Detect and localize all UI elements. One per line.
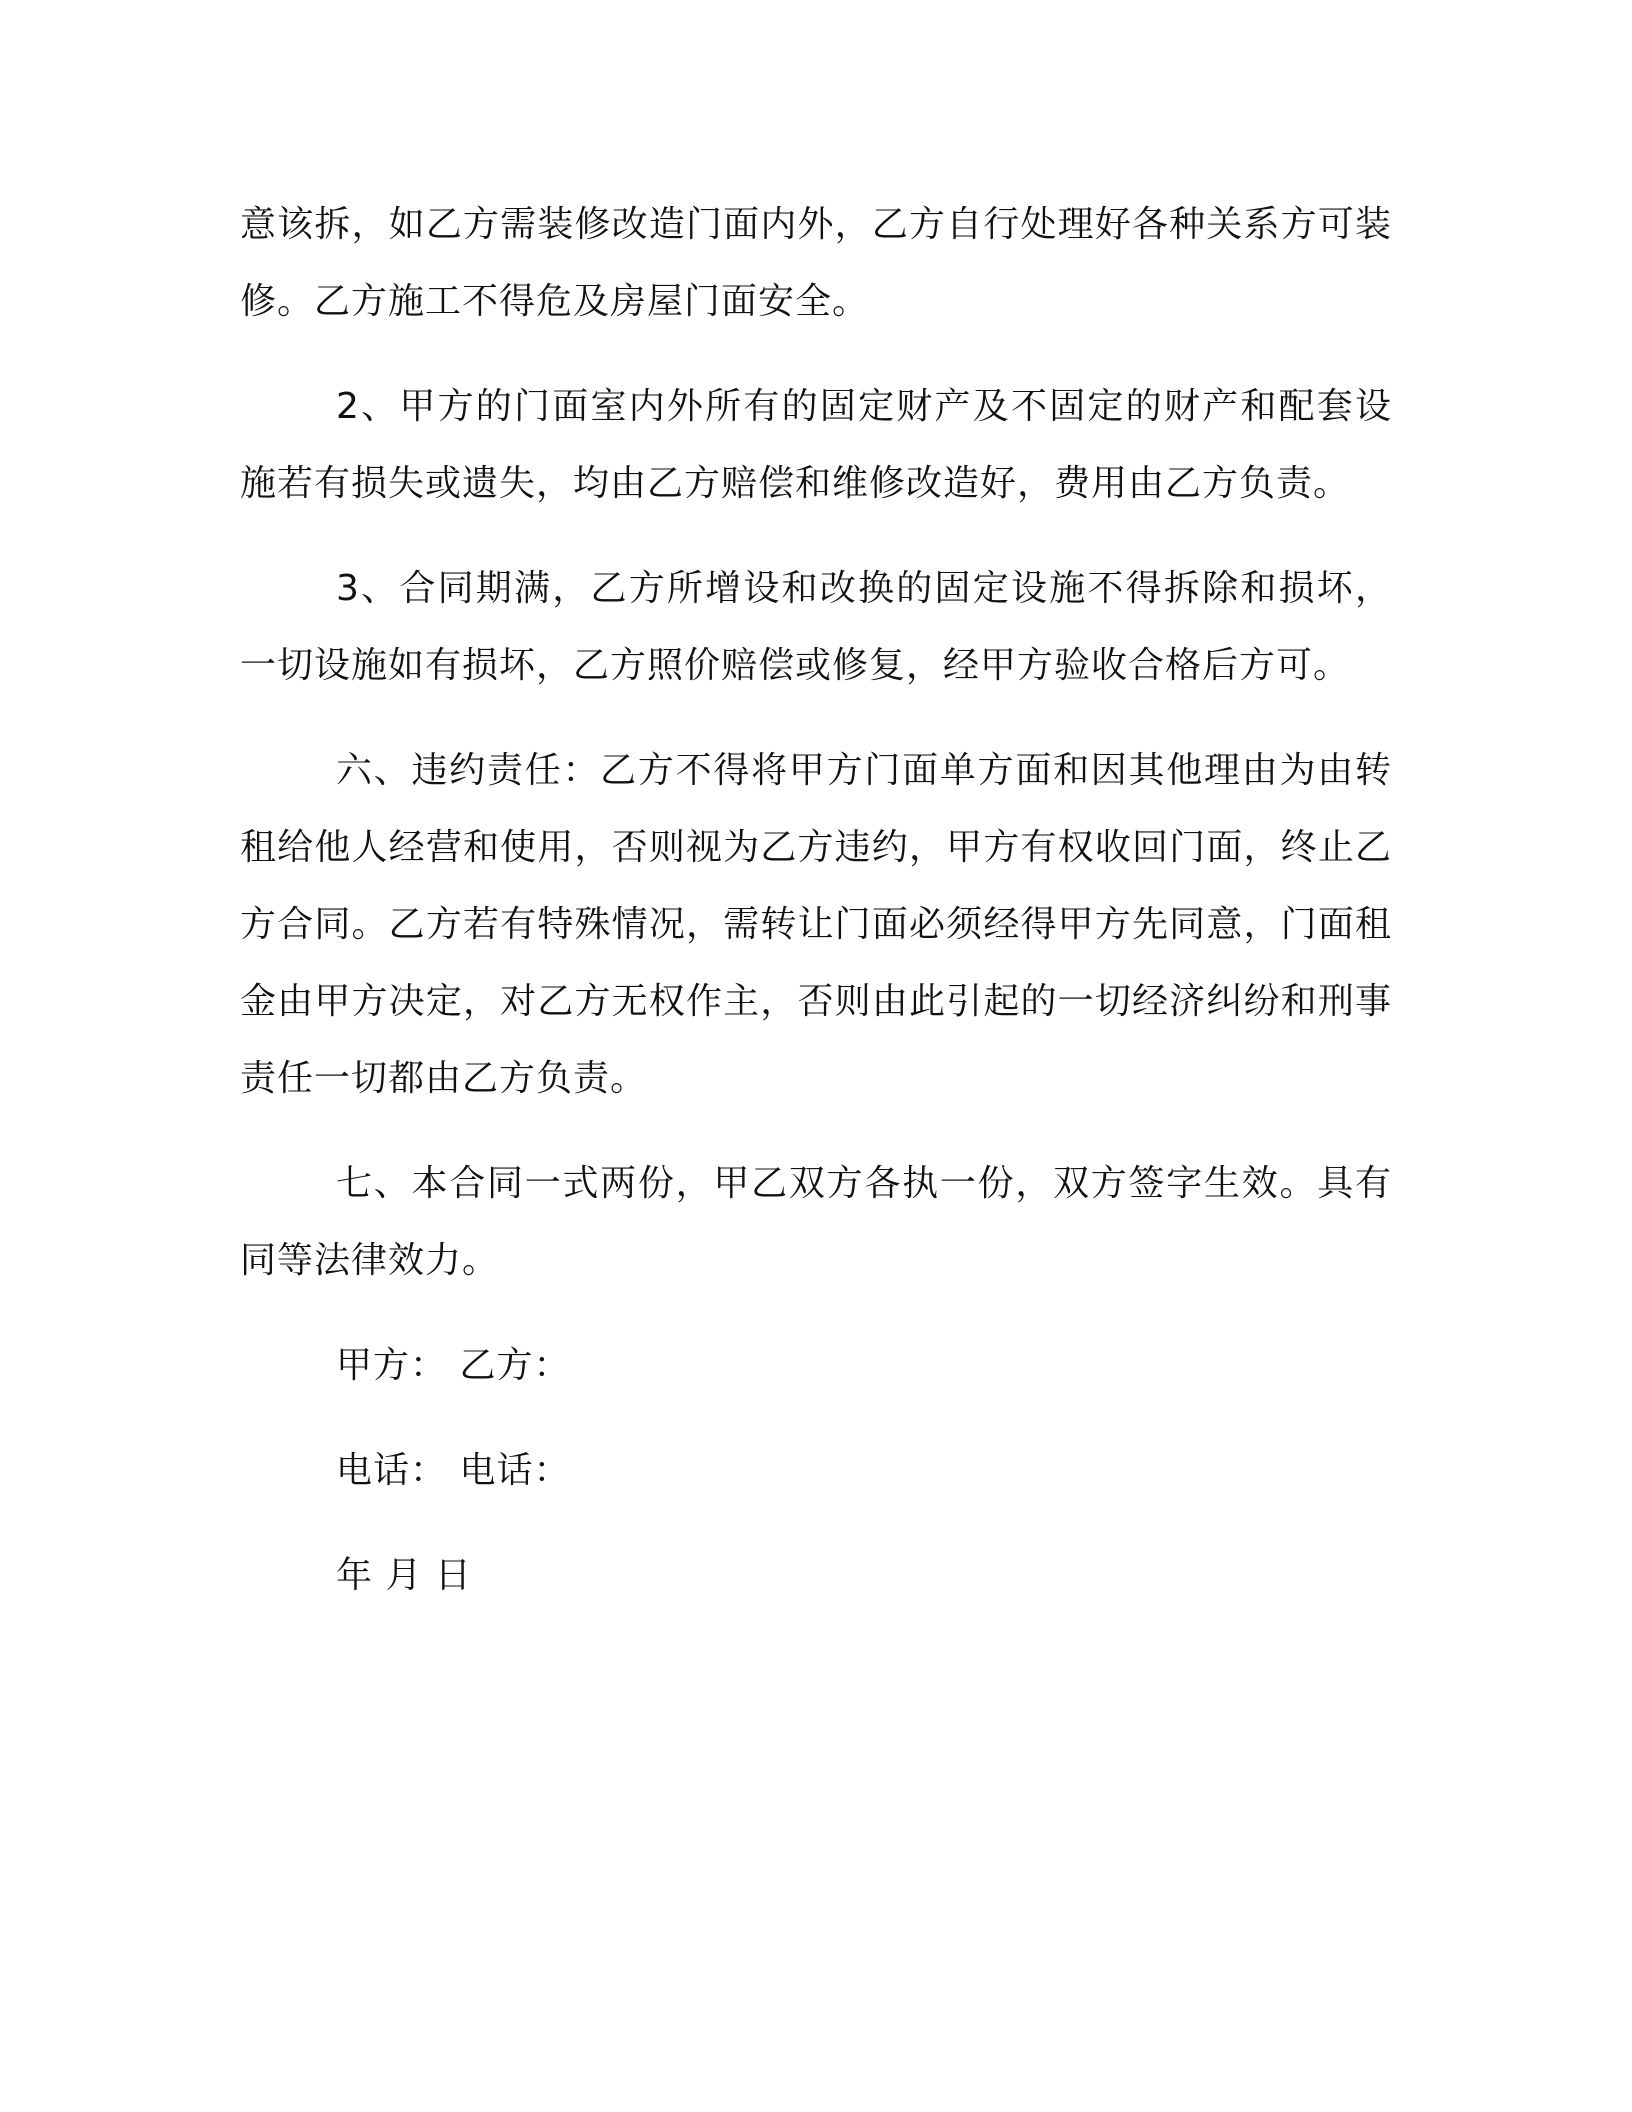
document-body — [240, 186, 1392, 1642]
signature-parties-line: 甲方： 乙方： — [336, 1345, 571, 1386]
paragraph-breach-liability: 六、违约责任：乙方不得将甲方门面单方面和因其他理由为由转租给他人经营和使用，否则视为乙方违约，甲方有权收回门面，终止乙方合同。乙方若有特殊情况，需转让门面必须经得甲方先同意，门面租金由甲方决定，对乙方无权作主，否则由此引起的一切经济纠纷和刑事责任一切都由乙方负责。 — [240, 750, 1392, 1099]
paragraph-continuation: 意该拆，如乙方需装修改造门面内外，乙方自行处理好各种关系方可装修。乙方施工不得危及房屋门面安全。 — [240, 204, 1392, 322]
paragraph-clause-2: 2、甲方的门面室内外所有的固定财产及不固定的财产和配套设施若有损失或遗失，均由乙方赔偿和维修改造好，费用由乙方负责。 — [240, 386, 1392, 504]
signature-date-line: 年 月 日 — [336, 1555, 472, 1596]
paragraph-clause-3: 3、合同期满，乙方所增设和改换的固定设施不得拆除和损坏，一切设施如有损坏，乙方照价赔偿或修复，经甲方验收合格后方可。 — [240, 568, 1392, 686]
signature-phone-line: 电话： 电话： — [336, 1450, 571, 1491]
paragraph-copies-validity: 七、本合同一式两份，甲乙双方各执一份，双方签字生效。具有同等法律效力。 — [240, 1163, 1392, 1281]
